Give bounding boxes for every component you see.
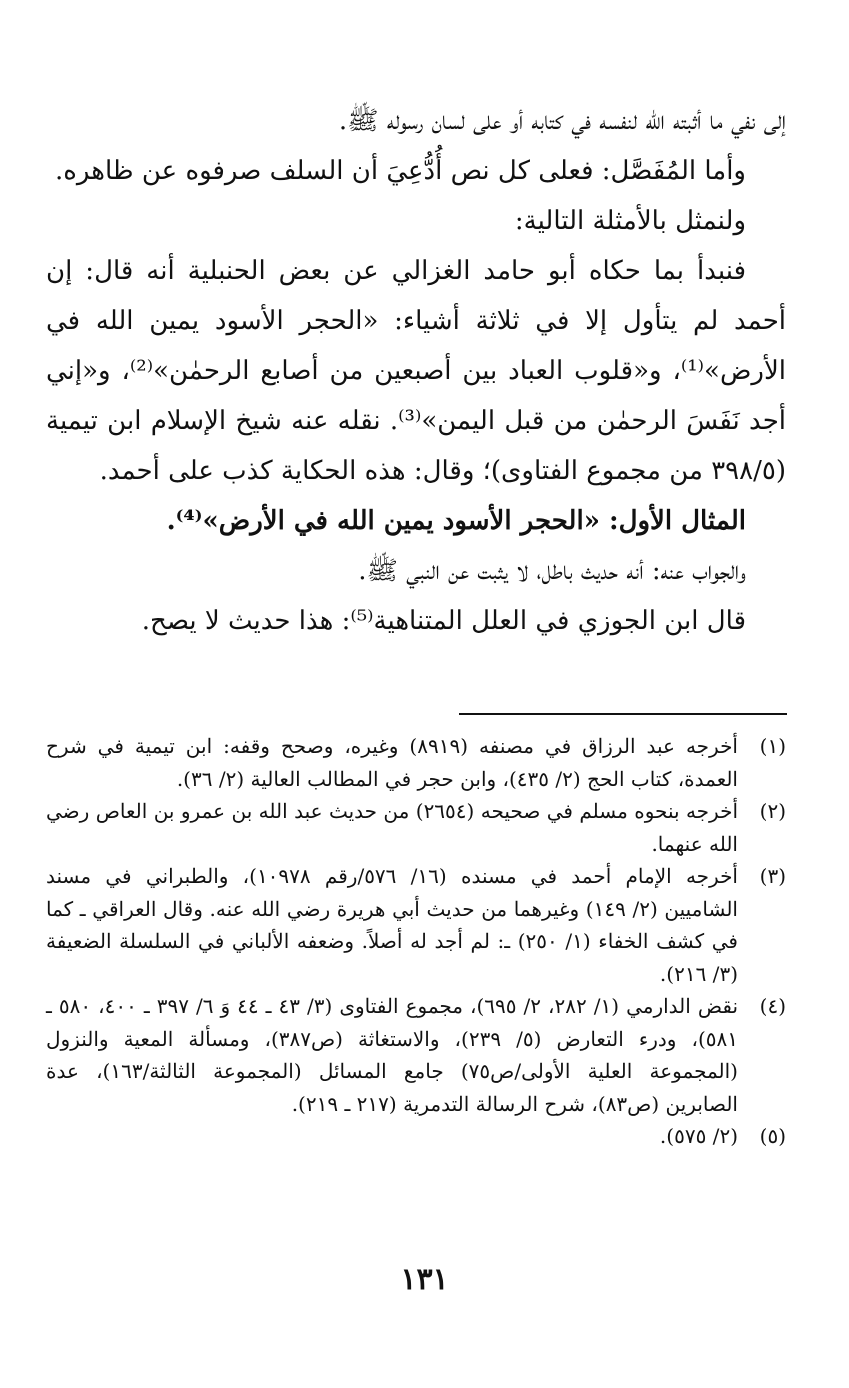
paragraph-examples-intro: ولنمثل بالأمثلة التالية: [514,206,746,236]
footnote-text: نقض الدارمي (١/ ٢٨٢، ٢/ ٦٩٥)، مجموع الفتاوى (٣/ ٤٣ ـ ٤٤ وَ ٦/ ٣٩٧ ـ ٤٠٠، ٥٨٠ ـ ٥٨١)، ودرء التعارض (٥/ ٢٣٩)، والاستغاثة (ص٣٨٧)، ومسألة المعية والنزول (المجموعة العلية الأولى/ص٧٥) جامع المسائل (المجموعة الثالثة/١٦٣)، عدة الصابرين (ص٨٣)، شرح الرسالة التدمرية (٢١٧ ـ ٢١٩). [46,994,739,1116]
paragraph-mufassal: وأما المُفَصَّل: فعلى كل نص أُدُّعِيَ أن السلف صرفوه عن ظاهره. [55,156,746,186]
footnote-5 [46,1120,786,1153]
footnote-2 [46,795,786,860]
footnote-number: (٣) [759,864,786,888]
paragraph-ibn-jawzi: قال ابن الجوزي في العلل المتناهية⁽⁵⁾: هذا حديث لا يصح. [141,606,746,636]
footnote-number: (٥) [759,1124,786,1148]
footnote-text: أخرجه بنحوه مسلم في صحيحه (٢٦٥٤) من حديث عبد الله بن عمرو بن العاص رضي الله عنهما. [46,799,738,856]
footnote-number: (٤) [759,994,786,1018]
footnote-text: أخرجه الإمام أحمد في مسنده (١٦/ ٥٧٦/رقم ١٠٩٧٨)، والطبراني في مسند الشاميين (٢/ ١٤٩) وغيرهما من حديث أبي هريرة رضي الله عنه. وقال العراقي ـ كما في كشف الخفاء (١/ ٢٥٠) ـ: لم أجد له أصلاً. وضعفه الألباني في السلسلة الضعيفة (٣/ ٢١٦). [46,864,738,986]
footnote-3 [46,860,786,990]
footnotes [46,730,786,1153]
example-heading-label: المثال الأول: [609,506,746,536]
paragraph-answer: والجواب عنه: أنه حديث باطل، لا يثبت عن النبي ﷺ. [358,556,746,586]
main-text [46,96,786,646]
example-heading-quote: «الحجر الأسود يمين الله في الأرض»⁽⁴⁾. [166,506,600,536]
paragraph-continuation: إلى نفي ما أثبته الله لنفسه في كتابه أو على لسان رسوله ﷺ. [338,106,786,136]
footnote-4 [46,990,786,1120]
page-number: ١٣١ [400,1262,449,1297]
footnote-separator [459,713,787,715]
example-heading [46,496,786,546]
footnote-text: (٢/ ٥٧٥). [659,1124,738,1148]
footnote-number: (١) [759,734,786,758]
footnote-1 [46,730,786,795]
paragraph-ghazali-quote: فنبدأ بما حكاه أبو حامد الغزالي عن بعض الحنبلية أنه قال: إن أحمد لم يتأول إلا في ثلاثة أشياء: «الحجر الأسود يمين الله في الأرض»⁽¹⁾، و«قلوب العباد بين أصبعين من أصابع الرحمٰن»⁽²⁾، و«إني أجد نَفَسَ الرحمٰن من قبل اليمن»⁽³⁾. نقله عنه شيخ الإسلام ابن تيمية (٣٩٨/٥ من مجموع الفتاوى)؛ وقال: هذه الحكاية كذب على أحمد. [46,256,787,486]
footnote-number: (٢) [759,799,786,823]
footnote-text: أخرجه عبد الرزاق في مصنفه (٨٩١٩) وغيره، وصحح وقفه: ابن تيمية في شرح العمدة، كتاب الحج (٢/ ٤٣٥)، وابن حجر في المطالب العالية (٢/ ٣٦). [46,734,738,791]
